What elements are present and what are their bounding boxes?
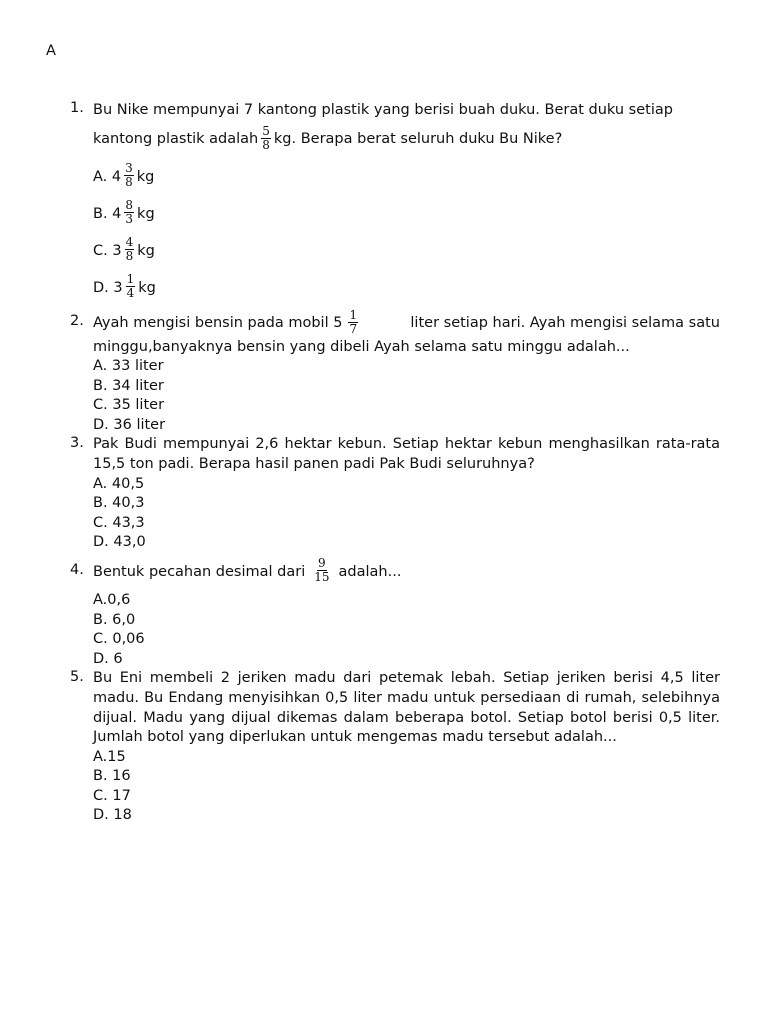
question-3-number: 3.	[70, 435, 84, 452]
question-4-fraction	[313, 557, 330, 584]
option-fraction	[125, 236, 135, 263]
question-4-option-a[interactable]: A.0,6	[93, 591, 131, 608]
fraction-numerator: 1	[126, 272, 135, 286]
option-label: D. 3	[93, 279, 123, 296]
question-1-options	[93, 158, 720, 306]
question-1-line-2	[93, 122, 720, 156]
document-header-letter: A	[46, 43, 56, 59]
question-4-option-b[interactable]: B. 6,0	[93, 611, 136, 628]
fraction-denominator: 15	[314, 570, 330, 585]
question-1-option-d[interactable]	[93, 269, 720, 306]
option-fraction	[126, 273, 136, 300]
question-2-options	[93, 357, 720, 435]
question-5-option-b[interactable]: B. 16	[93, 768, 131, 785]
question-1-option-a[interactable]	[93, 158, 720, 195]
question-2-text-a: Ayah mengisi bensin pada mobil 5	[93, 315, 343, 331]
question-5-number: 5.	[70, 669, 84, 686]
question-5-text: Bu Eni membeli 2 jeriken madu dari petemak lebah. Setiap jeriken berisi 4,5 liter madu. Bu Endang menyisihkan 0,5 liter madu untuk persediaan di rumah, selebihnya dijual. Madu yang dijual dikemas dalam beberapa botol. Setiap botol berisi 0,5 liter. Jumlah botol yang diperlukan untuk mengemas madu tersebut adalah...	[93, 670, 720, 746]
question-5-options	[93, 748, 720, 826]
question-4-option-c[interactable]: C. 0,06	[93, 631, 145, 648]
question-4-number: 4.	[70, 561, 84, 578]
question-4-option-d[interactable]: D. 6	[93, 650, 123, 667]
fraction-denominator: 8	[125, 175, 133, 189]
question-1-option-c[interactable]	[93, 232, 720, 269]
question-4-options	[93, 591, 720, 669]
question-2	[70, 306, 720, 435]
option-unit: kg	[136, 168, 155, 185]
option-label: A. 4	[93, 168, 122, 185]
question-list	[70, 100, 720, 826]
question-4-text-a: Bentuk pecahan desimal dari	[93, 563, 306, 580]
option-fraction	[124, 162, 134, 189]
question-2-line-1	[93, 306, 720, 340]
question-3-option-d[interactable]: D. 43,0	[93, 534, 146, 551]
fraction-denominator: 8	[125, 249, 134, 263]
fraction-denominator: 8	[262, 137, 270, 152]
question-1-fraction	[261, 125, 271, 152]
question-1-text-c: kg. Berapa berat seluruh duku Bu Nike?	[273, 131, 563, 147]
fraction-denominator: 7	[349, 321, 358, 336]
question-1-number: 1.	[70, 100, 84, 116]
question-3-option-b[interactable]: B. 40,3	[93, 495, 145, 512]
question-5-option-d[interactable]: D. 18	[93, 807, 132, 824]
option-unit: kg	[137, 205, 155, 222]
question-2-fraction	[348, 309, 358, 336]
question-1-line-1: Bu Nike mempunyai 7 kantong plastik yang berisi buah duku. Berat duku setiap	[93, 102, 673, 118]
option-unit: kg	[137, 242, 155, 259]
question-2-option-d[interactable]: D. 36 liter	[93, 416, 166, 433]
question-1-text	[93, 100, 720, 156]
question-2-text	[93, 306, 720, 357]
question-2-option-c[interactable]: C. 35 liter	[93, 397, 165, 414]
option-fraction	[124, 199, 134, 226]
question-2-line-2: minggu,banyaknya bensin yang dibeli Ayah selama satu minggu adalah...	[93, 339, 630, 355]
option-unit: kg	[138, 279, 156, 296]
fraction-denominator: 3	[125, 212, 134, 226]
fraction-numerator: 9	[318, 556, 326, 571]
question-1-option-b[interactable]	[93, 195, 720, 232]
fraction-numerator: 5	[262, 123, 270, 138]
question-1	[70, 100, 720, 306]
option-label: C. 3	[93, 242, 122, 259]
question-4	[70, 553, 720, 669]
question-3-text: Pak Budi mempunyai 2,6 hektar kebun. Setiap hektar kebun menghasilkan rata-rata 15,5 ton padi. Berapa hasil panen padi Pak Budi seluruhnya?	[93, 436, 720, 472]
option-label: B. 4	[93, 205, 122, 222]
question-3-options	[93, 475, 720, 553]
question-5-option-a[interactable]: A.15	[93, 748, 126, 765]
fraction-numerator: 8	[125, 198, 134, 212]
question-5	[70, 669, 720, 826]
question-2-option-b[interactable]: B. 34 liter	[93, 377, 164, 394]
question-3-option-a[interactable]: A. 40,5	[93, 475, 145, 492]
fraction-denominator: 4	[126, 286, 135, 300]
question-4-text-b: adalah...	[338, 563, 402, 580]
fraction-numerator: 3	[125, 161, 133, 175]
question-3-option-c[interactable]: C. 43,3	[93, 514, 145, 531]
question-3	[70, 435, 720, 553]
question-1-text-b: kantong plastik adalah	[93, 131, 259, 147]
question-5-option-c[interactable]: C. 17	[93, 787, 131, 804]
question-2-number: 2.	[70, 313, 84, 329]
fraction-numerator: 1	[349, 307, 358, 322]
question-2-option-a[interactable]: A. 33 liter	[93, 358, 164, 374]
fraction-numerator: 4	[125, 235, 134, 249]
question-4-text	[93, 553, 720, 591]
question-2-text-b: liter setiap hari. Ayah mengisi selama satu	[410, 315, 720, 331]
